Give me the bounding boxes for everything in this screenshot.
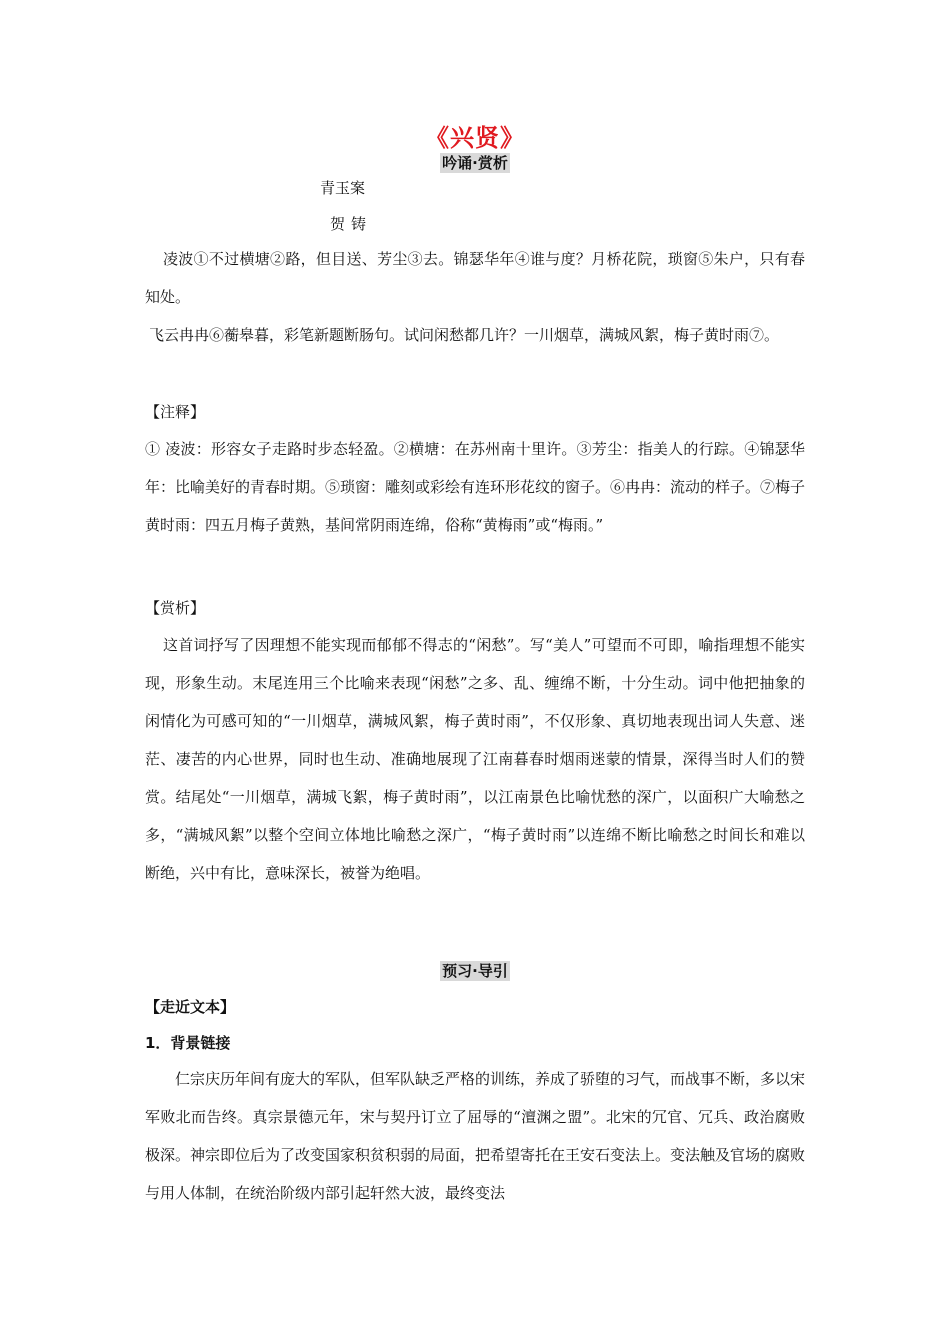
notes-text: ① 凌波：形容女子走路时步态轻盈。②横塘：在苏州南十里许。③芳尘：指美人的行踪。④锦瑟华年：比喻美好的青春时期。⑤琐窗：雕刻或彩绘有连环形花纹的窗子。⑥冉冉：流动的样子。⑦梅子黄时雨：四五月梅子黄熟，基间常阴雨连绵，俗称“黄梅雨”或“梅雨。”: [145, 440, 806, 534]
poem-author: 贺铸: [330, 215, 373, 233]
poem-stanza-1: 凌波①不过横塘②路，但目送、芳尘③去。锦瑟华年④谁与度？月桥花院，琐窗⑤朱户，只有春知处。: [145, 250, 805, 306]
notes-heading: 【注释】: [145, 403, 206, 421]
section-heading-preview-label: 预习·导引: [442, 962, 508, 980]
background-text: 仁宗庆历年间有庞大的军队，但军队缺乏严格的训练，养成了骄堕的习气，而战事不断，多以宋军败北而告终。真宗景德元年，宋与契丹订立了屈辱的“澶渊之盟”。北宋的冗官、冗兵、政治腐败极深。神宗即位后为了改变国家积贫积弱的局面，把希望寄托在王安石变法上。变法触及官场的腐败与用人体制，在统治阶级内部引起轩然大波，最终变法: [145, 1070, 806, 1202]
poem-stanza-2: 飞云冉冉⑥蘅皋暮，彩笔新题断肠句。试问闲愁都几许？一川烟草，满城风絮，梅子黄时雨⑦。: [149, 326, 780, 344]
poem-title: 青玉案: [320, 179, 366, 197]
document-title: 《兴贤》: [425, 123, 525, 152]
section-heading-preview: [0, 960, 950, 981]
approach-heading: 【走近文本】: [145, 998, 236, 1016]
background-link-heading: 1．背景链接: [145, 1034, 231, 1052]
appreciation-text: 这首词抒写了因理想不能实现而郁郁不得志的“闲愁”。写“美人”可望而不可即，喻指理想不能实现，形象生动。末尾连用三个比喻来表现“闲愁”之多、乱、缠绵不断，十分生动。词中他把抽象的闲情化为可感可知的“一川烟草，满城风絮，梅子黄时雨”，不仅形象、真切地表现出词人失意、迷茫、凄苦的内心世界，同时也生动、准确地展现了江南暮春时烟雨迷蒙的情景，深得当时人们的赞赏。结尾处“一川烟草，满城飞絮，梅子黄时雨”，以江南景色比喻忧愁的深广，以面积广大喻愁之多，“满城风絮”以整个空间立体地比喻愁之深广，“梅子黄时雨”以连绵不断比喻愁之时间长和难以断绝，兴中有比，意味深长，被誉为绝唱。: [145, 636, 805, 882]
section-heading-recitation-label: 吟诵·赏析: [442, 154, 508, 172]
appreciation-heading: 【赏析】: [145, 599, 206, 617]
section-heading-recitation: [0, 152, 950, 173]
